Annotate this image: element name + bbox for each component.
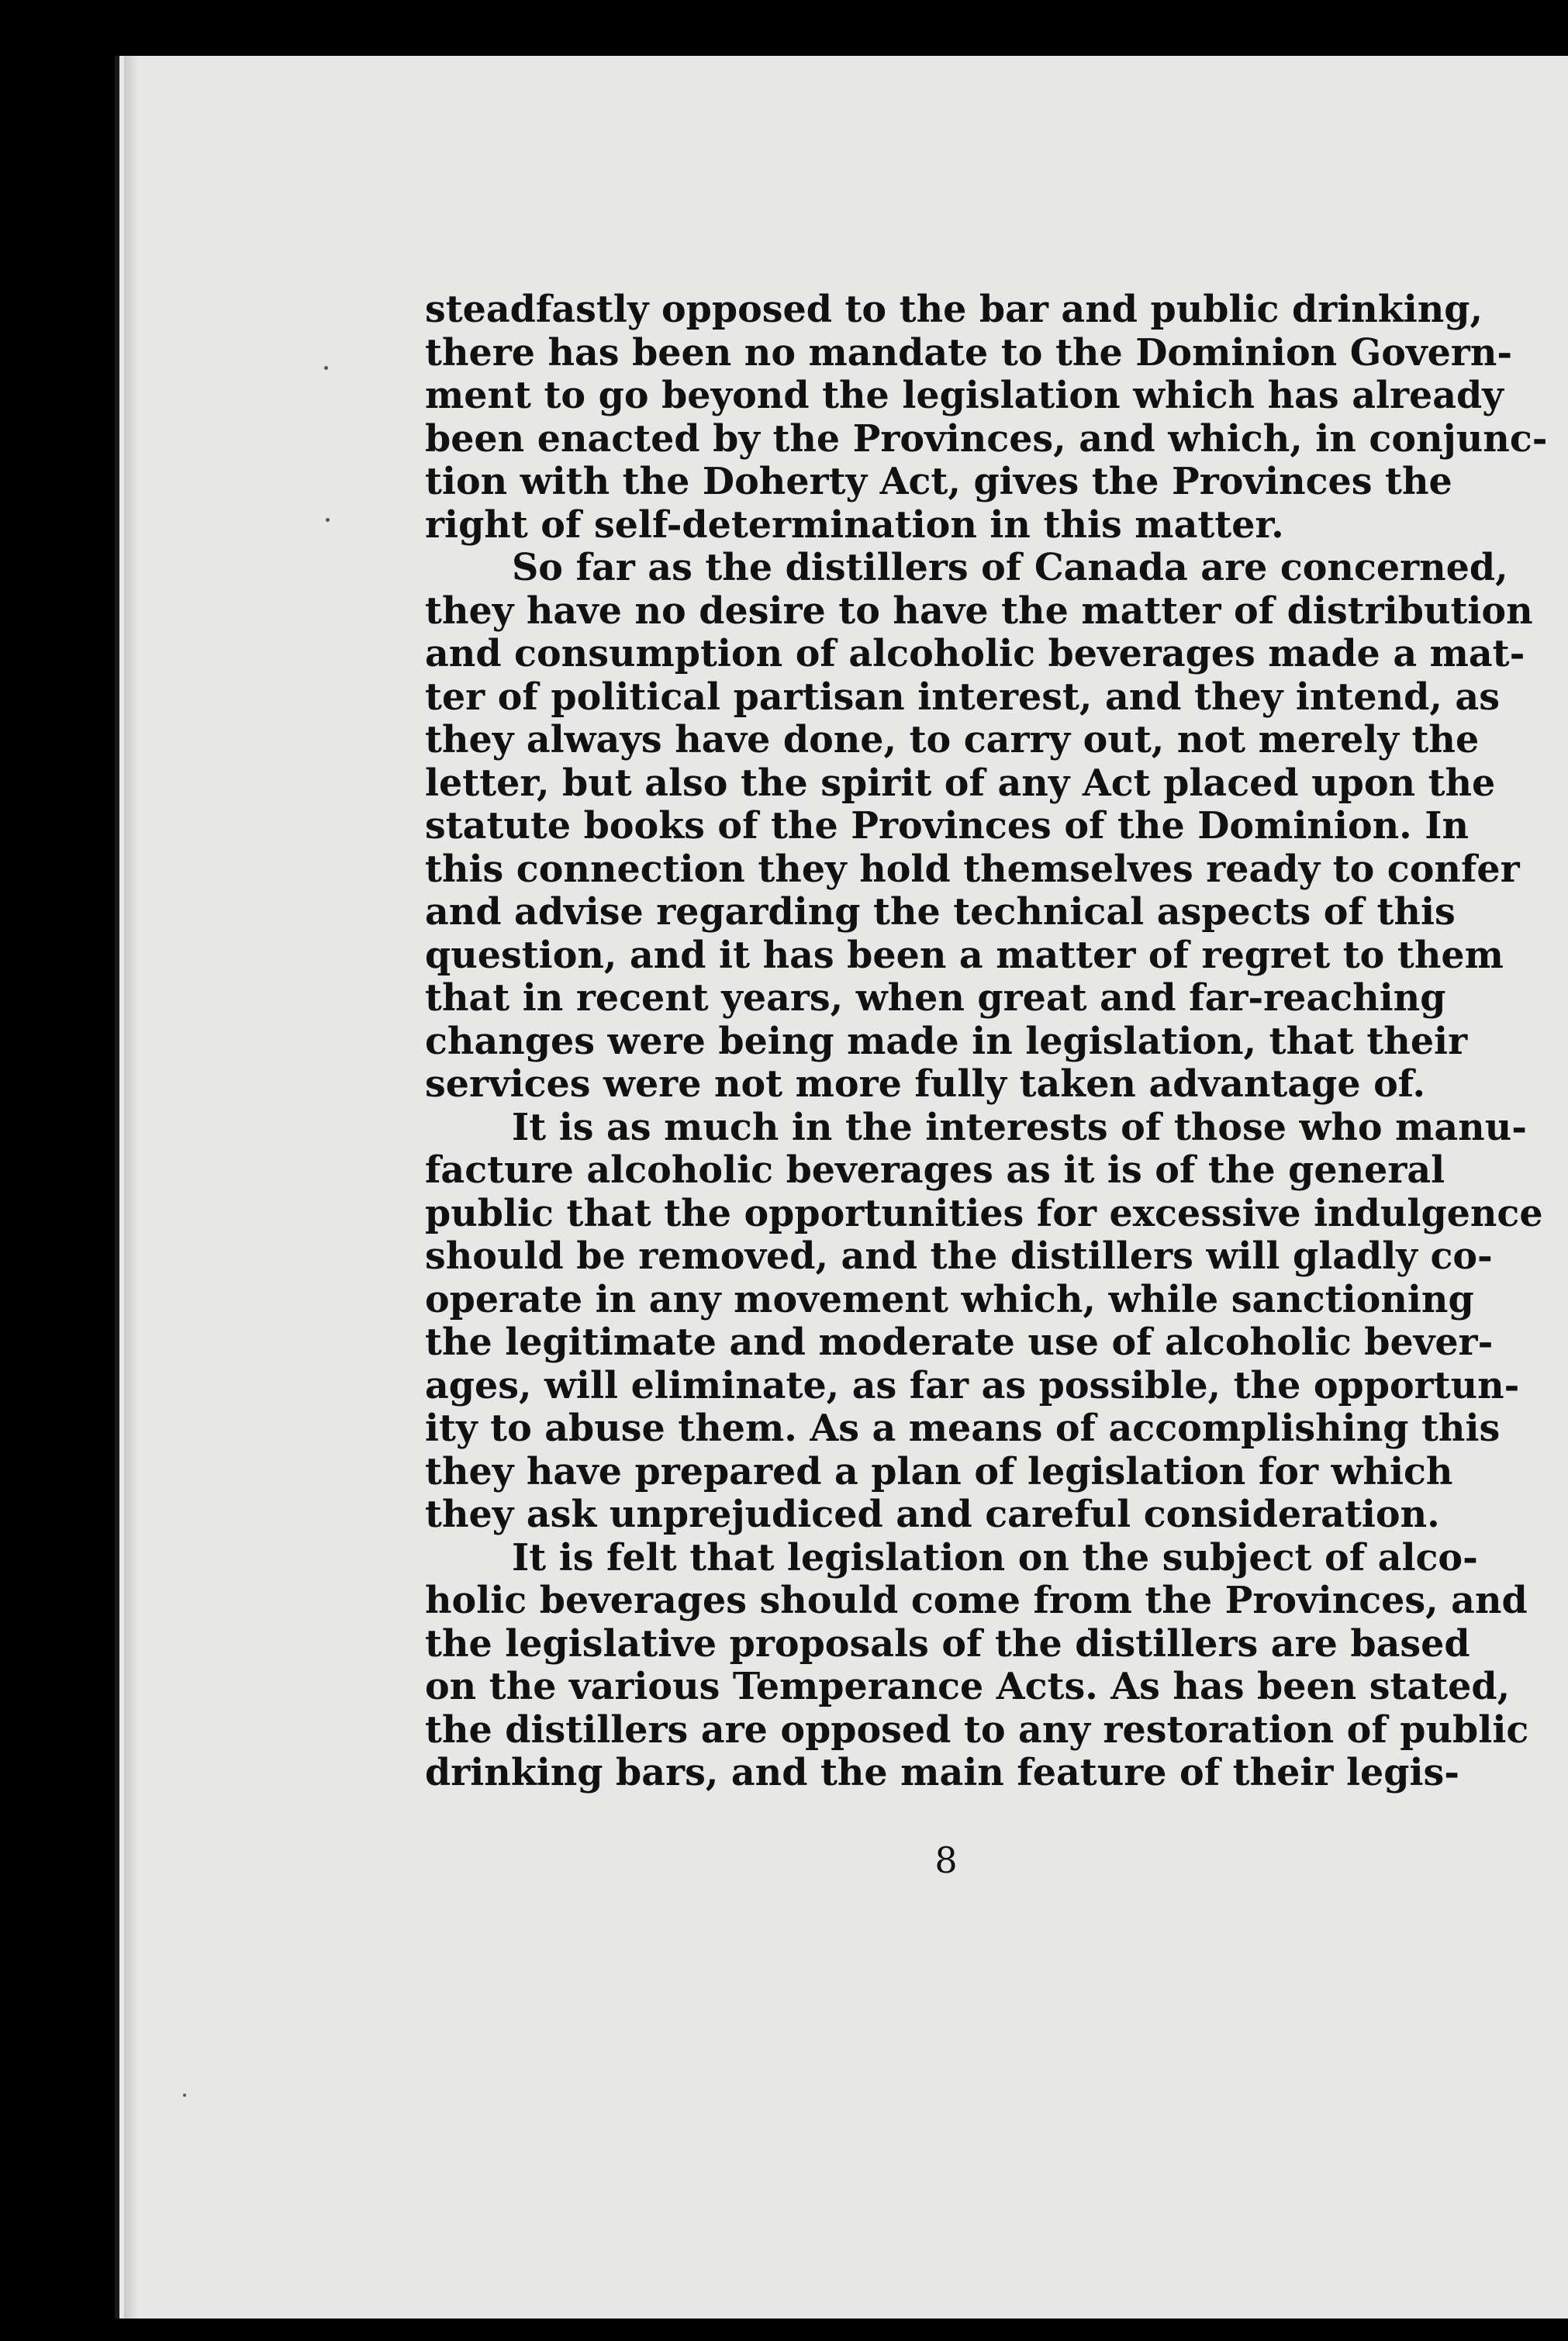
scan-speck: [326, 518, 330, 522]
text-line: ter of political partisan interest, and they intend, as: [425, 675, 1500, 719]
text-line: they always have done, to carry out, not merely the: [425, 718, 1480, 761]
text-line: letter, but also the spirit of any Act placed upon the: [425, 761, 1496, 805]
text-line: and consumption of alcoholic beverages made a mat-: [425, 632, 1525, 675]
text-line: services were not more fully taken advantage of.: [425, 1062, 1426, 1106]
text-line: ages, will eliminate, as far as possible, the opportun-: [425, 1363, 1520, 1407]
text-line: that in recent years, when great and far-reaching: [425, 976, 1446, 1020]
text-line: It is felt that legislation on the subject of alco-: [512, 1535, 1478, 1580]
text-line: operate in any movement which, while sanctioning: [425, 1277, 1474, 1321]
text-line: statute books of the Provinces of the Dominion. In: [425, 804, 1470, 848]
text-line: facture alcoholic beverages as it is of the general: [425, 1148, 1445, 1192]
page-number: 8: [934, 1839, 958, 1881]
text-line: right of self-determination in this matter.: [425, 502, 1284, 547]
text-line: this connection they hold themselves ready to confer: [425, 847, 1520, 891]
text-line: the legislative proposals of the distillers are based: [425, 1621, 1470, 1666]
body-text: [425, 288, 1548, 1795]
text-line: changes were being made in legislation, that their: [425, 1019, 1468, 1063]
text-line: steadfastly opposed to the bar and public drinking,: [425, 288, 1483, 331]
scan-speck: [324, 366, 328, 370]
text-line: question, and it has been a matter of regret to them: [425, 933, 1504, 977]
text-line: the legitimate and moderate use of alcoholic bever-: [425, 1321, 1494, 1364]
text-line: they have no desire to have the matter of distribution: [425, 589, 1533, 633]
text-line: the distillers are opposed to any restoration of public: [425, 1707, 1529, 1752]
text-line: drinking bars, and the main feature of their legis-: [425, 1751, 1459, 1794]
text-line: ity to abuse them. As a means of accomplishing this: [425, 1407, 1501, 1450]
text-line: should be removed, and the distillers will gladly co-: [425, 1234, 1493, 1278]
text-line: there has been no mandate to the Dominion Govern-: [425, 330, 1513, 375]
text-line: So far as the distillers of Canada are concerned,: [512, 546, 1508, 589]
text-line: It is as much in the interests of those who manu-: [512, 1105, 1527, 1149]
text-line: public that the opportunities for excessive indulgence: [425, 1191, 1543, 1235]
text-line: holic beverages should come from the Provinces, and: [425, 1579, 1528, 1622]
text-line: tion with the Doherty Act, gives the Provinces the: [425, 460, 1452, 503]
text-line: they have prepared a plan of legislation for which: [425, 1449, 1453, 1493]
text-line: been enacted by the Provinces, and which, in conjunc-: [425, 416, 1548, 461]
text-line: they ask unprejudiced and careful consideration.: [425, 1493, 1440, 1536]
text-line: ment to go beyond the legislation which has already: [425, 374, 1504, 417]
page-binding-edge: [124, 56, 138, 2319]
text-line: on the various Temperance Acts. As has been stated,: [425, 1665, 1511, 1708]
scan-speck: [183, 2094, 186, 2097]
text-line: and advise regarding the technical aspects of this: [425, 890, 1456, 934]
